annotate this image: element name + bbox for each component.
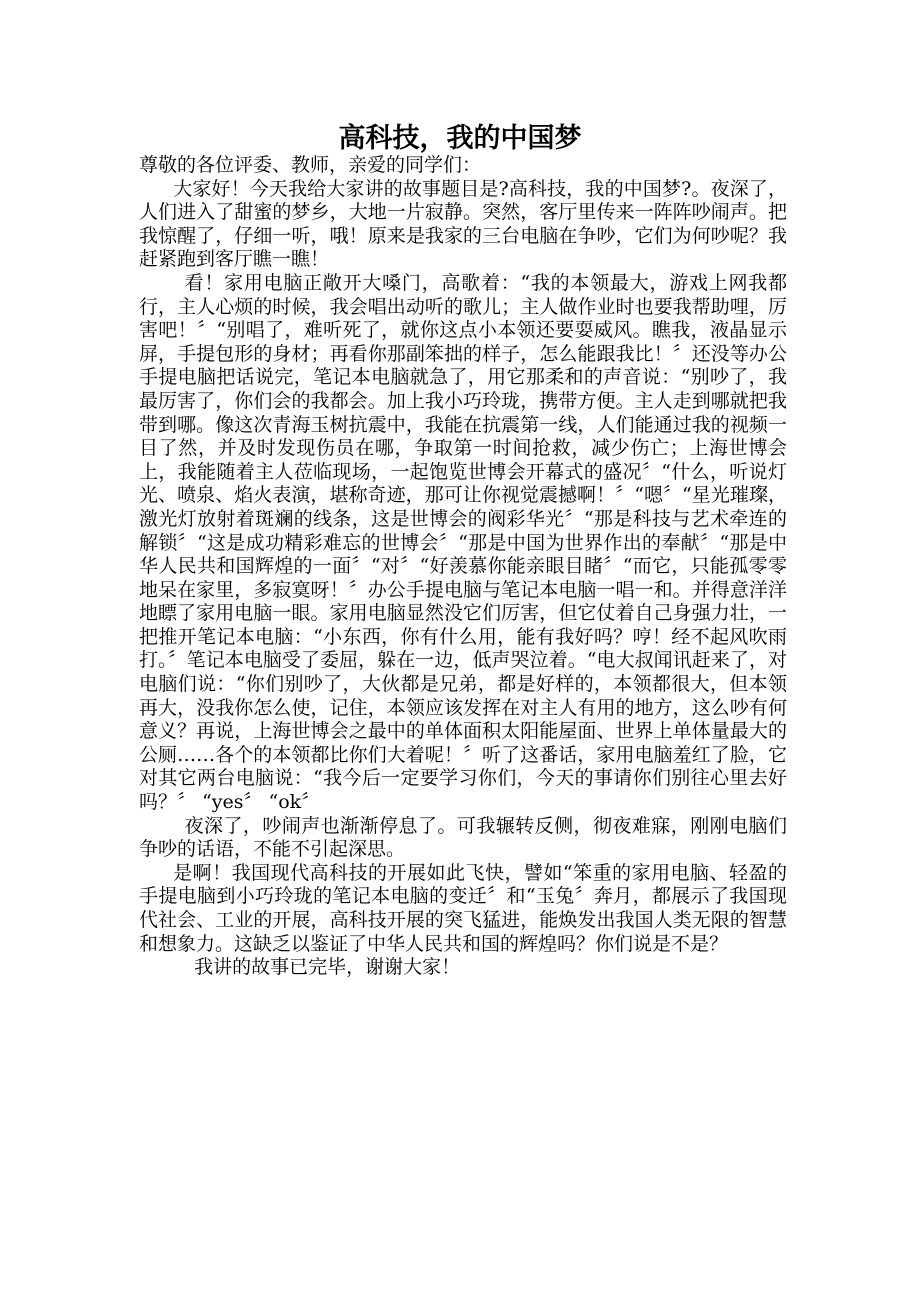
paragraph-story: 看！家用电脑正敞开大嗓门，高歌着：“我的本领最大，游戏上网我都行，主人心烦的时候，我会唱出动听的歌儿；主人做作业时也要我帮助哩，厉害吧！〞“别唱了，难听死了，就你这点小本领还要耍威风。瞧我，液晶显示屏，手提包形的身材；再看你那副笨拙的样子，怎么能跟我比！〞还没等办公手提电脑把话说完，笔记本电脑就急了，用它那柔和的声音说：“别吵了，我最厉害了，你们会的我都会。加上我小巧玲珑，携带方便。主人走到哪就把我带到哪。像这次青海玉树抗震中，我能在抗震第一线，人们能通过我的视频一目了然，并及时发现伤员在哪，争取第一时间抢救，减少伤亡；上海世博会上，我能随着主人莅临现场，一起饱览世博会开幕式的盛况〞“什么，听说灯光、喷泉、焰火表演，堪称奇迹，那可让你视觉震撼啊！〞“嗯〞“星光璀璨，激光灯放射着斑斓的线条，这是世博会的阀彩华光〞“那是科技与艺术牵连的解锁〞“这是成功精彩难忘的世博会〞“那是中国为世界作出的奉献〞“那是中华人民共和国辉煌的一面〞“对〞“好羡慕你能亲眼目睹〞“而它，只能孤零零地呆在家里，多寂寞呀！〞办公手提电脑与笔记本电脑一唱一和。并得意洋洋地瞟了家用电脑一眼。家用电脑显然没它们厉害，但它仗着自己身强力壮，一把推开笔记本电脑：“小东西，你有什么用，能有我好吗？哼！经不起风吹雨打。〞笔记本电脑受了委屈，躲在一边，低声哭泣着。“电大叔闻讯赶来了，对电脑们说：“你们别吵了，大伙都是兄弟，都是好样的，本领都很大，但本领再大，没我你怎么使，记住，本领应该发挥在对主人有用的地方，这么吵有何意义？再说，上海世博会之最中的单体面积太阳能屋面、世界上单体量最大的公厕……各个的本领都比你们大着呢！〞听了这番话，家用电脑羞红了脸，它对其它两台电脑说：“我今后一定要学习你们，今天的事请你们别往心里去好吗？〞 “yes〞 “ok〞 bbox=[139, 271, 787, 814]
paragraph-closing: 我讲的故事已完毕，谢谢大家！ bbox=[194, 956, 461, 979]
paragraph-night: 夜深了，吵闹声也渐渐停息了。可我辗转反侧，彻夜难寐，刚刚电脑们争吵的话语，不能不引起深思。 bbox=[139, 814, 787, 861]
paragraph-intro: 大家好！今天我给大家讲的故事题目是?高科技，我的中国梦?。夜深了，人们进入了甜蜜的梦乡，大地一片寂静。突然，客厅里传来一阵阵吵闹声。把我惊醒了，仔细一听，哦！原来是我家的三台电脑在争吵，它们为何吵呢？我赶紧跑到客厅瞧一瞧！ bbox=[139, 177, 787, 271]
paragraph-greeting: 尊敬的各位评委、教师，亲爱的同学们： bbox=[139, 154, 482, 176]
document-title: 高科技，我的中国梦 bbox=[338, 123, 582, 154]
paragraph-reflection: 是啊！我国现代高科技的开展如此飞快，譬如“笨重的家用电脑、轻盈的手提电脑到小巧玲珑的笔记本电脑的变迁〞和“玉兔〞奔月，都展示了我国现代社会、工业的开展，高科技开展的突飞猛进，能焕发出我国人类无限的智慧和想象力。这缺乏以鉴证了中华人民共和国的辉煌吗？你们说是不是？ bbox=[139, 861, 787, 955]
document-body bbox=[139, 154, 787, 980]
